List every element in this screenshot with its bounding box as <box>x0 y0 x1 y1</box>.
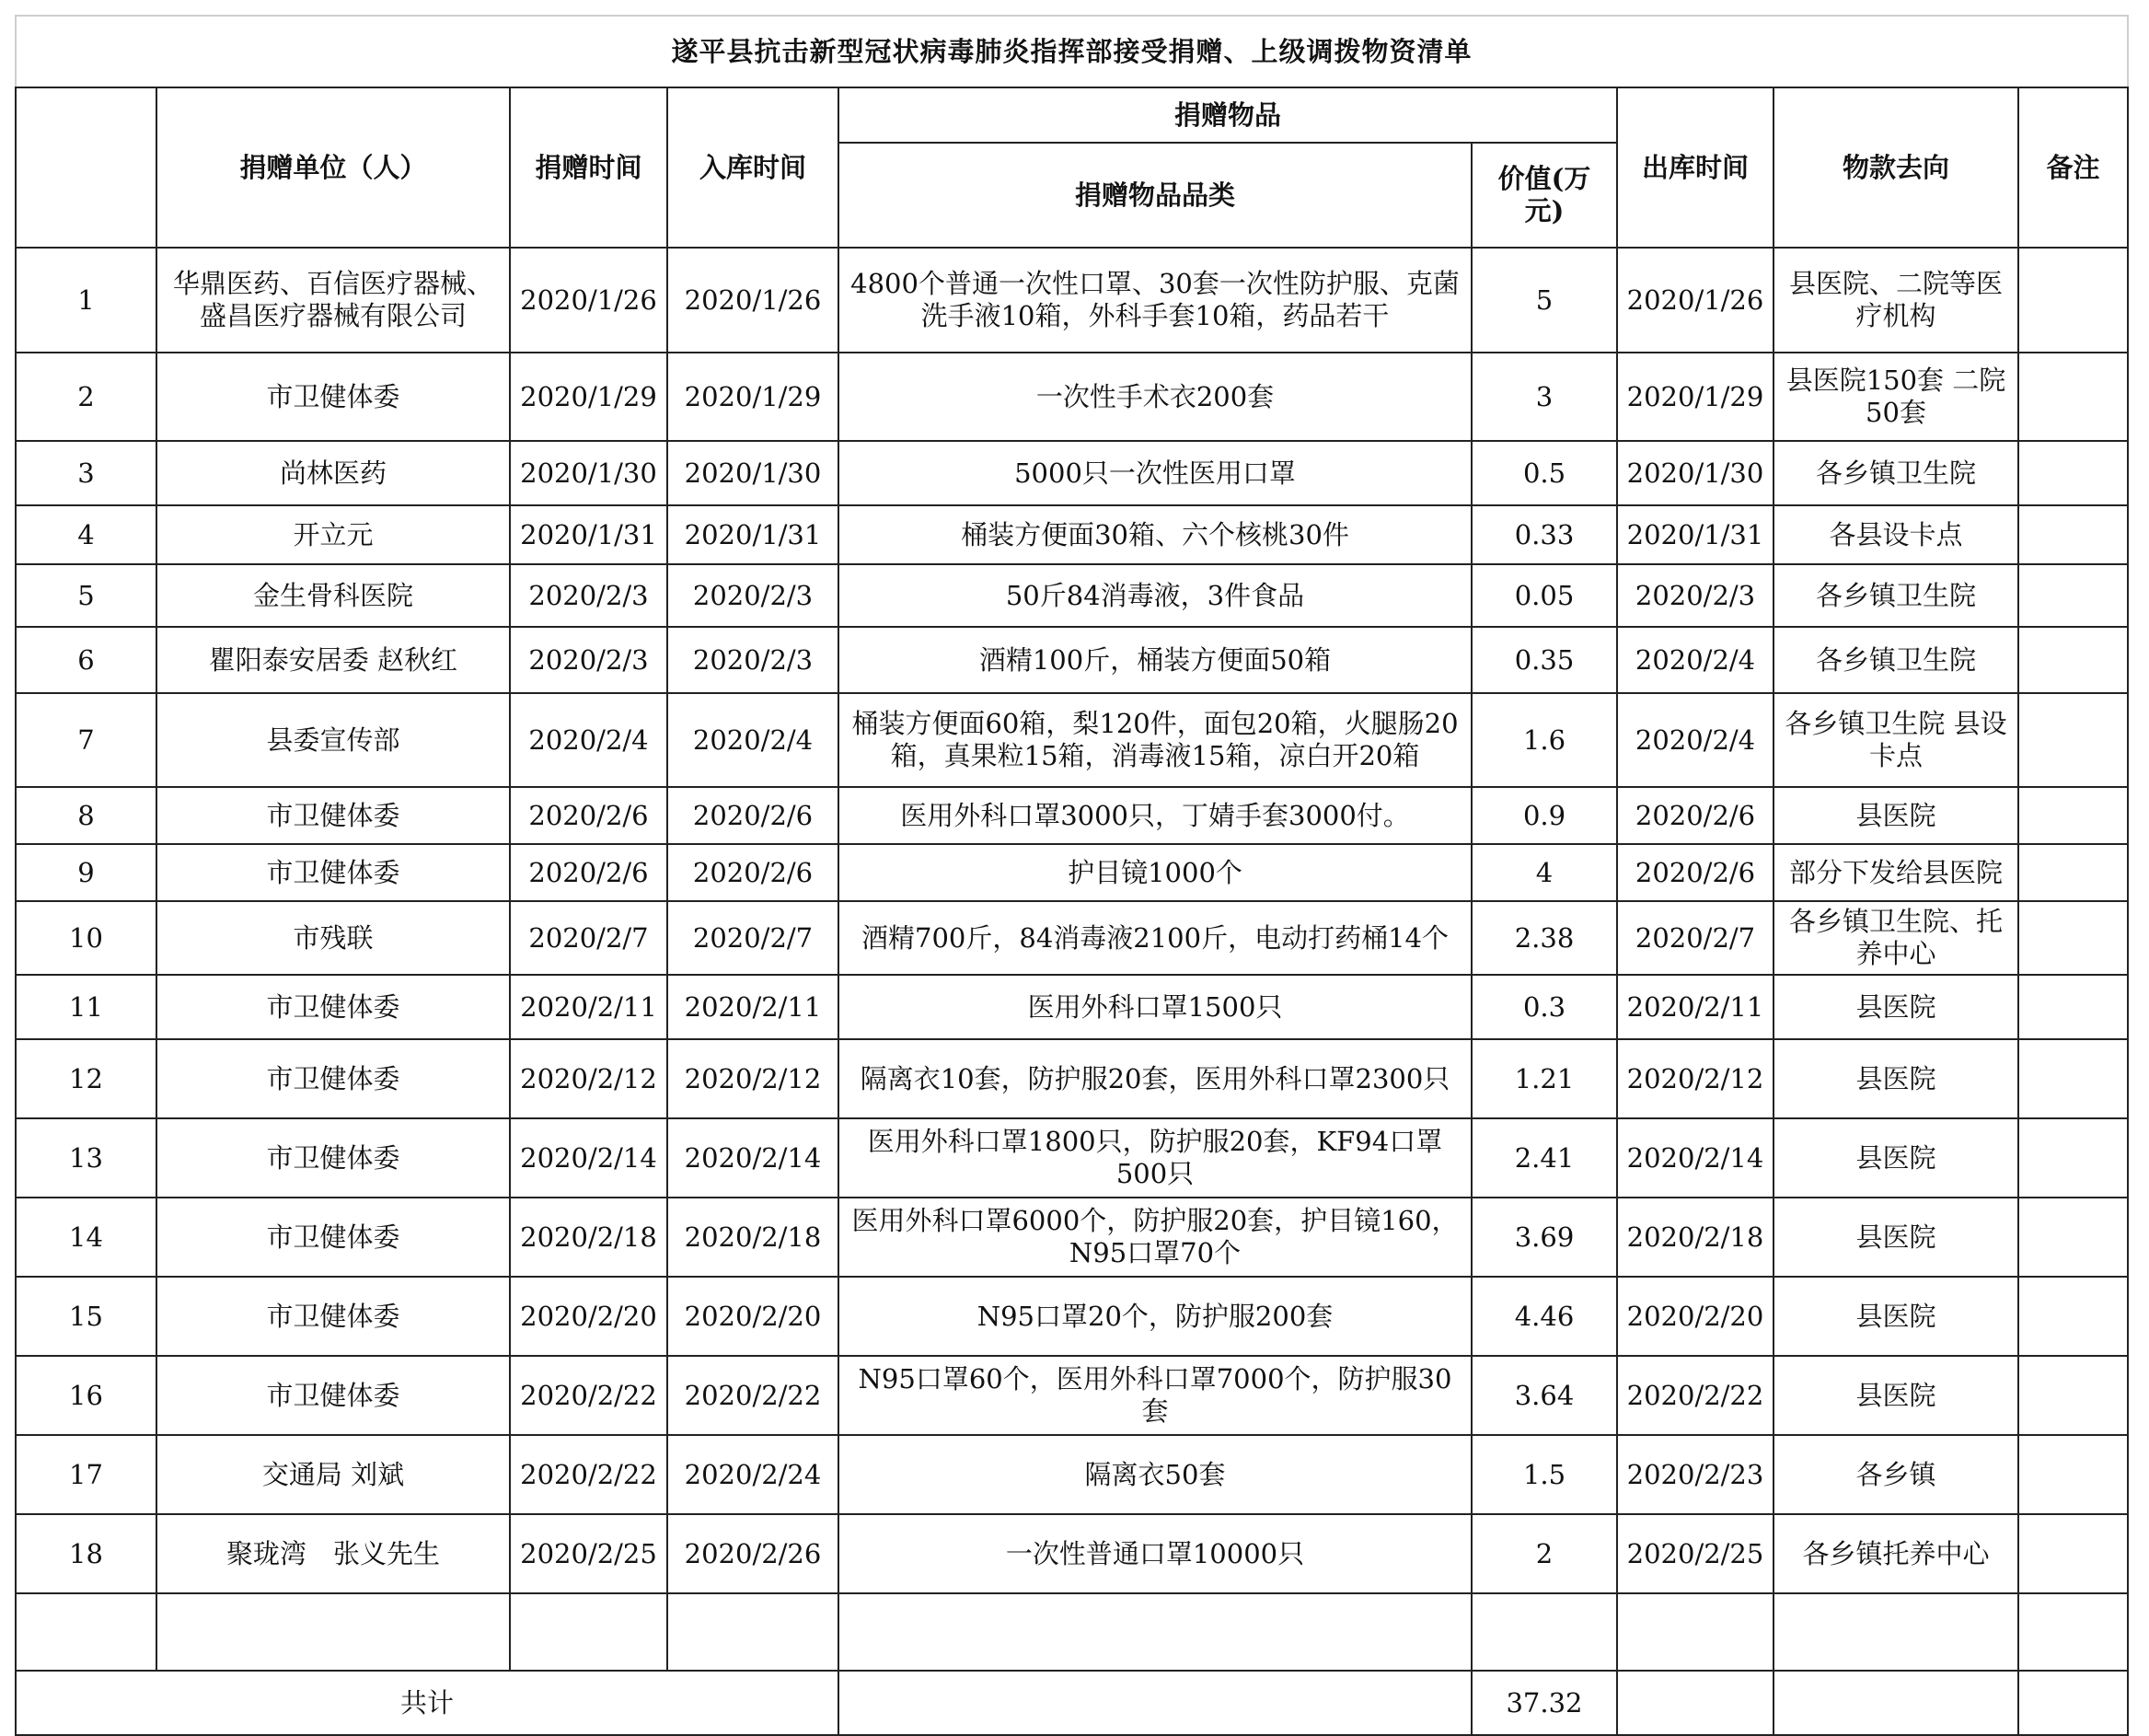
donor-cell[interactable]: 市卫健体委 <box>156 1356 510 1435</box>
items-cell[interactable]: 医用外科口罩1500只 <box>838 975 1472 1039</box>
store-time-cell[interactable]: 2020/2/3 <box>667 564 838 627</box>
destination-cell[interactable]: 县医院 <box>1774 787 2018 844</box>
out-time-cell[interactable]: 2020/2/12 <box>1617 1039 1774 1118</box>
table-row <box>16 1514 2128 1593</box>
donate-time-cell[interactable]: 2020/2/18 <box>510 1198 667 1277</box>
remark-cell[interactable] <box>2018 1118 2128 1198</box>
row-index-cell[interactable]: 2 <box>16 353 156 441</box>
items-cell[interactable]: 4800个普通一次性口罩、30套一次性防护服、克菌洗手液10箱，外科手套10箱，药品若干 <box>838 248 1472 353</box>
value-cell[interactable]: 0.35 <box>1472 627 1617 693</box>
out-time-cell[interactable]: 2020/2/23 <box>1617 1435 1774 1514</box>
header-remark: 备注 <box>2018 87 2128 248</box>
remark-cell[interactable] <box>2018 248 2128 353</box>
donate-time-cell[interactable]: 2020/2/12 <box>510 1039 667 1118</box>
items-cell[interactable]: 桶装方便面30箱、六个核桃30件 <box>838 505 1472 564</box>
total-empty-cell[interactable] <box>1617 1671 1774 1735</box>
remark-cell[interactable] <box>2018 505 2128 564</box>
items-cell[interactable]: 隔离衣50套 <box>838 1435 1472 1514</box>
donor-cell[interactable]: 华鼎医药、百信医疗器械、盛昌医疗器械有限公司 <box>156 248 510 353</box>
value-cell[interactable]: 1.21 <box>1472 1039 1617 1118</box>
donate-time-cell[interactable]: 2020/2/6 <box>510 787 667 844</box>
remark-cell[interactable] <box>2018 564 2128 627</box>
table-row <box>16 693 2128 787</box>
page-title: 遂平县抗击新型冠状病毒肺炎指挥部接受捐赠、上级调拨物资清单 <box>16 16 2128 87</box>
donor-cell[interactable]: 市卫健体委 <box>156 1039 510 1118</box>
destination-cell[interactable]: 县医院 <box>1774 1118 2018 1198</box>
out-time-cell[interactable]: 2020/2/20 <box>1617 1277 1774 1356</box>
table-row <box>16 787 2128 844</box>
store-time-cell[interactable]: 2020/2/24 <box>667 1435 838 1514</box>
out-time-cell[interactable]: 2020/2/6 <box>1617 787 1774 844</box>
remark-cell[interactable] <box>2018 1514 2128 1593</box>
items-cell[interactable]: 一次性普通口罩10000只 <box>838 1514 1472 1593</box>
table-row <box>16 1198 2128 1277</box>
store-time-cell[interactable]: 2020/2/6 <box>667 787 838 844</box>
value-cell[interactable]: 0.33 <box>1472 505 1617 564</box>
destination-cell[interactable]: 县医院 <box>1774 1039 2018 1118</box>
row-index-cell[interactable]: 4 <box>16 505 156 564</box>
donate-time-cell[interactable]: 2020/2/20 <box>510 1277 667 1356</box>
destination-cell[interactable]: 县医院 <box>1774 975 2018 1039</box>
total-row <box>16 1671 2128 1735</box>
value-cell[interactable]: 0.3 <box>1472 975 1617 1039</box>
items-cell[interactable]: 桶装方便面60箱，梨120件，面包20箱，火腿肠20箱，真果粒15箱，消毒液15箱，凉白开20箱 <box>838 693 1472 787</box>
destination-cell[interactable]: 各乡镇卫生院 <box>1774 564 2018 627</box>
items-cell[interactable]: 一次性手术衣200套 <box>838 353 1472 441</box>
total-empty-cell[interactable] <box>2018 1671 2128 1735</box>
remark-cell[interactable] <box>2018 441 2128 505</box>
table-row <box>16 975 2128 1039</box>
out-time-cell[interactable]: 2020/2/7 <box>1617 901 1774 975</box>
store-time-cell[interactable]: 2020/2/18 <box>667 1198 838 1277</box>
out-time-cell[interactable]: 2020/1/30 <box>1617 441 1774 505</box>
donor-cell[interactable]: 市卫健体委 <box>156 975 510 1039</box>
empty-cell[interactable] <box>1472 1593 1617 1671</box>
value-cell[interactable]: 3 <box>1472 353 1617 441</box>
store-time-cell[interactable]: 2020/2/14 <box>667 1118 838 1198</box>
empty-cell[interactable] <box>2018 1593 2128 1671</box>
table-row <box>16 353 2128 441</box>
items-cell[interactable]: 医用外科口罩6000个，防护服20套，护目镜160，N95口罩70个 <box>838 1198 1472 1277</box>
destination-cell[interactable]: 部分下发给县医院 <box>1774 844 2018 901</box>
store-time-cell[interactable]: 2020/1/29 <box>667 353 838 441</box>
table-row <box>16 1356 2128 1435</box>
store-time-cell[interactable]: 2020/2/4 <box>667 693 838 787</box>
header-out-time: 出库时间 <box>1617 87 1774 248</box>
value-cell[interactable]: 5 <box>1472 248 1617 353</box>
row-index-cell[interactable]: 16 <box>16 1356 156 1435</box>
total-label[interactable]: 共计 <box>16 1671 838 1735</box>
out-time-cell[interactable]: 2020/2/22 <box>1617 1356 1774 1435</box>
donor-cell[interactable]: 市卫健体委 <box>156 1198 510 1277</box>
out-time-cell[interactable]: 2020/2/4 <box>1617 693 1774 787</box>
value-cell[interactable]: 2.41 <box>1472 1118 1617 1198</box>
donate-time-cell[interactable]: 2020/2/6 <box>510 844 667 901</box>
header-value: 价值(万元) <box>1472 143 1617 248</box>
items-cell[interactable]: 医用外科口罩3000只，丁婧手套3000付。 <box>838 787 1472 844</box>
row-index-cell[interactable]: 7 <box>16 693 156 787</box>
row-index-cell[interactable]: 15 <box>16 1277 156 1356</box>
header-store-time: 入库时间 <box>667 87 838 248</box>
destination-cell[interactable]: 县医院150套 二院50套 <box>1774 353 2018 441</box>
remark-cell[interactable] <box>2018 975 2128 1039</box>
empty-cell[interactable] <box>510 1593 667 1671</box>
table-row <box>16 627 2128 693</box>
out-time-cell[interactable]: 2020/1/29 <box>1617 353 1774 441</box>
out-time-cell[interactable]: 2020/2/14 <box>1617 1118 1774 1198</box>
donate-time-cell[interactable]: 2020/2/7 <box>510 901 667 975</box>
items-cell[interactable]: N95口罩60个，医用外科口罩7000个，防护服30套 <box>838 1356 1472 1435</box>
value-cell[interactable]: 0.5 <box>1472 441 1617 505</box>
row-index-cell[interactable]: 9 <box>16 844 156 901</box>
items-cell[interactable]: 护目镜1000个 <box>838 844 1472 901</box>
store-time-cell[interactable]: 2020/2/22 <box>667 1356 838 1435</box>
donor-cell[interactable]: 市卫健体委 <box>156 787 510 844</box>
table-row <box>16 248 2128 353</box>
items-cell[interactable]: 隔离衣10套，防护服20套，医用外科口罩2300只 <box>838 1039 1472 1118</box>
empty-row <box>16 1593 2128 1671</box>
store-time-cell[interactable]: 2020/2/20 <box>667 1277 838 1356</box>
empty-cell[interactable] <box>838 1593 1472 1671</box>
remark-cell[interactable] <box>2018 844 2128 901</box>
table-row <box>16 1435 2128 1514</box>
donor-cell[interactable]: 金生骨科医院 <box>156 564 510 627</box>
empty-cell[interactable] <box>1774 1593 2018 1671</box>
donor-cell[interactable]: 市残联 <box>156 901 510 975</box>
out-time-cell[interactable]: 2020/1/26 <box>1617 248 1774 353</box>
out-time-cell[interactable]: 2020/2/11 <box>1617 975 1774 1039</box>
destination-cell[interactable]: 各乡镇卫生院、托养中心 <box>1774 901 2018 975</box>
donor-cell[interactable]: 聚珑湾 张义先生 <box>156 1514 510 1593</box>
total-empty-cell[interactable] <box>838 1671 1472 1735</box>
destination-cell[interactable]: 县医院、二院等医疗机构 <box>1774 248 2018 353</box>
donation-table <box>15 15 2129 1736</box>
remark-cell[interactable] <box>2018 693 2128 787</box>
remark-cell[interactable] <box>2018 1277 2128 1356</box>
row-index-cell[interactable]: 10 <box>16 901 156 975</box>
total-value[interactable]: 37.32 <box>1472 1671 1617 1735</box>
destination-cell[interactable]: 县医院 <box>1774 1356 2018 1435</box>
donate-time-cell[interactable]: 2020/2/14 <box>510 1118 667 1198</box>
donate-time-cell[interactable]: 2020/2/22 <box>510 1356 667 1435</box>
donor-cell[interactable]: 市卫健体委 <box>156 1277 510 1356</box>
value-cell[interactable]: 2 <box>1472 1514 1617 1593</box>
row-index-cell[interactable]: 3 <box>16 441 156 505</box>
donate-time-cell[interactable]: 2020/1/30 <box>510 441 667 505</box>
donate-time-cell[interactable]: 2020/2/11 <box>510 975 667 1039</box>
row-index-cell[interactable]: 14 <box>16 1198 156 1277</box>
donor-cell[interactable]: 瞿阳泰安居委 赵秋红 <box>156 627 510 693</box>
remark-cell[interactable] <box>2018 787 2128 844</box>
header-items-group: 捐赠物品 <box>838 87 1617 143</box>
items-cell[interactable]: 50斤84消毒液，3件食品 <box>838 564 1472 627</box>
items-cell[interactable]: 酒精100斤，桶装方便面50箱 <box>838 627 1472 693</box>
destination-cell[interactable]: 各乡镇托养中心 <box>1774 1514 2018 1593</box>
remark-cell[interactable] <box>2018 1198 2128 1277</box>
items-cell[interactable]: 酒精700斤，84消毒液2100斤，电动打药桶14个 <box>838 901 1472 975</box>
table-row <box>16 901 2128 975</box>
header-donate-time: 捐赠时间 <box>510 87 667 248</box>
table-row <box>16 564 2128 627</box>
destination-cell[interactable]: 各乡镇卫生院 县设卡点 <box>1774 693 2018 787</box>
value-cell[interactable]: 4.46 <box>1472 1277 1617 1356</box>
table-row <box>16 844 2128 901</box>
header-donor: 捐赠单位（人） <box>156 87 510 248</box>
store-time-cell[interactable]: 2020/1/30 <box>667 441 838 505</box>
value-cell[interactable]: 0.9 <box>1472 787 1617 844</box>
out-time-cell[interactable]: 2020/2/6 <box>1617 844 1774 901</box>
donor-cell[interactable]: 开立元 <box>156 505 510 564</box>
out-time-cell[interactable]: 2020/1/31 <box>1617 505 1774 564</box>
donate-time-cell[interactable]: 2020/2/22 <box>510 1435 667 1514</box>
empty-cell[interactable] <box>16 1593 156 1671</box>
donor-cell[interactable]: 县委宣传部 <box>156 693 510 787</box>
total-empty-cell[interactable] <box>1774 1671 2018 1735</box>
table-row <box>16 1277 2128 1356</box>
value-cell[interactable]: 3.69 <box>1472 1198 1617 1277</box>
destination-cell[interactable]: 各乡镇卫生院 <box>1774 441 2018 505</box>
header-category: 捐赠物品品类 <box>838 143 1472 248</box>
store-time-cell[interactable]: 2020/2/12 <box>667 1039 838 1118</box>
store-time-cell[interactable]: 2020/2/26 <box>667 1514 838 1593</box>
items-cell[interactable]: 5000只一次性医用口罩 <box>838 441 1472 505</box>
empty-cell[interactable] <box>156 1593 510 1671</box>
items-cell[interactable]: 医用外科口罩1800只，防护服20套，KF94口罩500只 <box>838 1118 1472 1198</box>
donate-time-cell[interactable]: 2020/1/26 <box>510 248 667 353</box>
row-index-cell[interactable]: 6 <box>16 627 156 693</box>
table-row <box>16 441 2128 505</box>
donate-time-cell[interactable]: 2020/2/3 <box>510 564 667 627</box>
destination-cell[interactable]: 各乡镇 <box>1774 1435 2018 1514</box>
row-index-cell[interactable]: 12 <box>16 1039 156 1118</box>
donate-time-cell[interactable]: 2020/2/3 <box>510 627 667 693</box>
remark-cell[interactable] <box>2018 1356 2128 1435</box>
donor-cell[interactable]: 尚林医药 <box>156 441 510 505</box>
out-time-cell[interactable]: 2020/2/25 <box>1617 1514 1774 1593</box>
value-cell[interactable]: 4 <box>1472 844 1617 901</box>
store-time-cell[interactable]: 2020/2/3 <box>667 627 838 693</box>
remark-cell[interactable] <box>2018 353 2128 441</box>
remark-cell[interactable] <box>2018 901 2128 975</box>
store-time-cell[interactable]: 2020/1/31 <box>667 505 838 564</box>
destination-cell[interactable]: 各县设卡点 <box>1774 505 2018 564</box>
table-row <box>16 505 2128 564</box>
store-time-cell[interactable]: 2020/2/11 <box>667 975 838 1039</box>
destination-cell[interactable]: 县医院 <box>1774 1277 2018 1356</box>
header-index <box>16 87 156 248</box>
store-time-cell[interactable]: 2020/2/7 <box>667 901 838 975</box>
header-destination: 物款去向 <box>1774 87 2018 248</box>
donate-time-cell[interactable]: 2020/2/4 <box>510 693 667 787</box>
store-time-cell[interactable]: 2020/1/26 <box>667 248 838 353</box>
value-cell[interactable]: 1.6 <box>1472 693 1617 787</box>
row-index-cell[interactable]: 18 <box>16 1514 156 1593</box>
row-index-cell[interactable]: 5 <box>16 564 156 627</box>
out-time-cell[interactable]: 2020/2/18 <box>1617 1198 1774 1277</box>
table-row <box>16 1039 2128 1118</box>
value-cell[interactable]: 3.64 <box>1472 1356 1617 1435</box>
remark-cell[interactable] <box>2018 1039 2128 1118</box>
value-cell[interactable]: 0.05 <box>1472 564 1617 627</box>
table-row <box>16 1118 2128 1198</box>
donor-cell[interactable]: 市卫健体委 <box>156 1118 510 1198</box>
donor-cell[interactable]: 市卫健体委 <box>156 353 510 441</box>
store-time-cell[interactable]: 2020/2/6 <box>667 844 838 901</box>
row-index-cell[interactable]: 11 <box>16 975 156 1039</box>
out-time-cell[interactable]: 2020/2/3 <box>1617 564 1774 627</box>
row-index-cell[interactable]: 13 <box>16 1118 156 1198</box>
donor-cell[interactable]: 市卫健体委 <box>156 844 510 901</box>
donate-time-cell[interactable]: 2020/2/25 <box>510 1514 667 1593</box>
value-cell[interactable]: 2.38 <box>1472 901 1617 975</box>
row-index-cell[interactable]: 8 <box>16 787 156 844</box>
row-index-cell[interactable]: 1 <box>16 248 156 353</box>
remark-cell[interactable] <box>2018 1435 2128 1514</box>
destination-cell[interactable]: 县医院 <box>1774 1198 2018 1277</box>
empty-cell[interactable] <box>1617 1593 1774 1671</box>
remark-cell[interactable] <box>2018 627 2128 693</box>
row-index-cell[interactable]: 17 <box>16 1435 156 1514</box>
empty-cell[interactable] <box>667 1593 838 1671</box>
items-cell[interactable]: N95口罩20个，防护服200套 <box>838 1277 1472 1356</box>
out-time-cell[interactable]: 2020/2/4 <box>1617 627 1774 693</box>
destination-cell[interactable]: 各乡镇卫生院 <box>1774 627 2018 693</box>
donate-time-cell[interactable]: 2020/1/31 <box>510 505 667 564</box>
donor-cell[interactable]: 交通局 刘斌 <box>156 1435 510 1514</box>
donate-time-cell[interactable]: 2020/1/29 <box>510 353 667 441</box>
value-cell[interactable]: 1.5 <box>1472 1435 1617 1514</box>
